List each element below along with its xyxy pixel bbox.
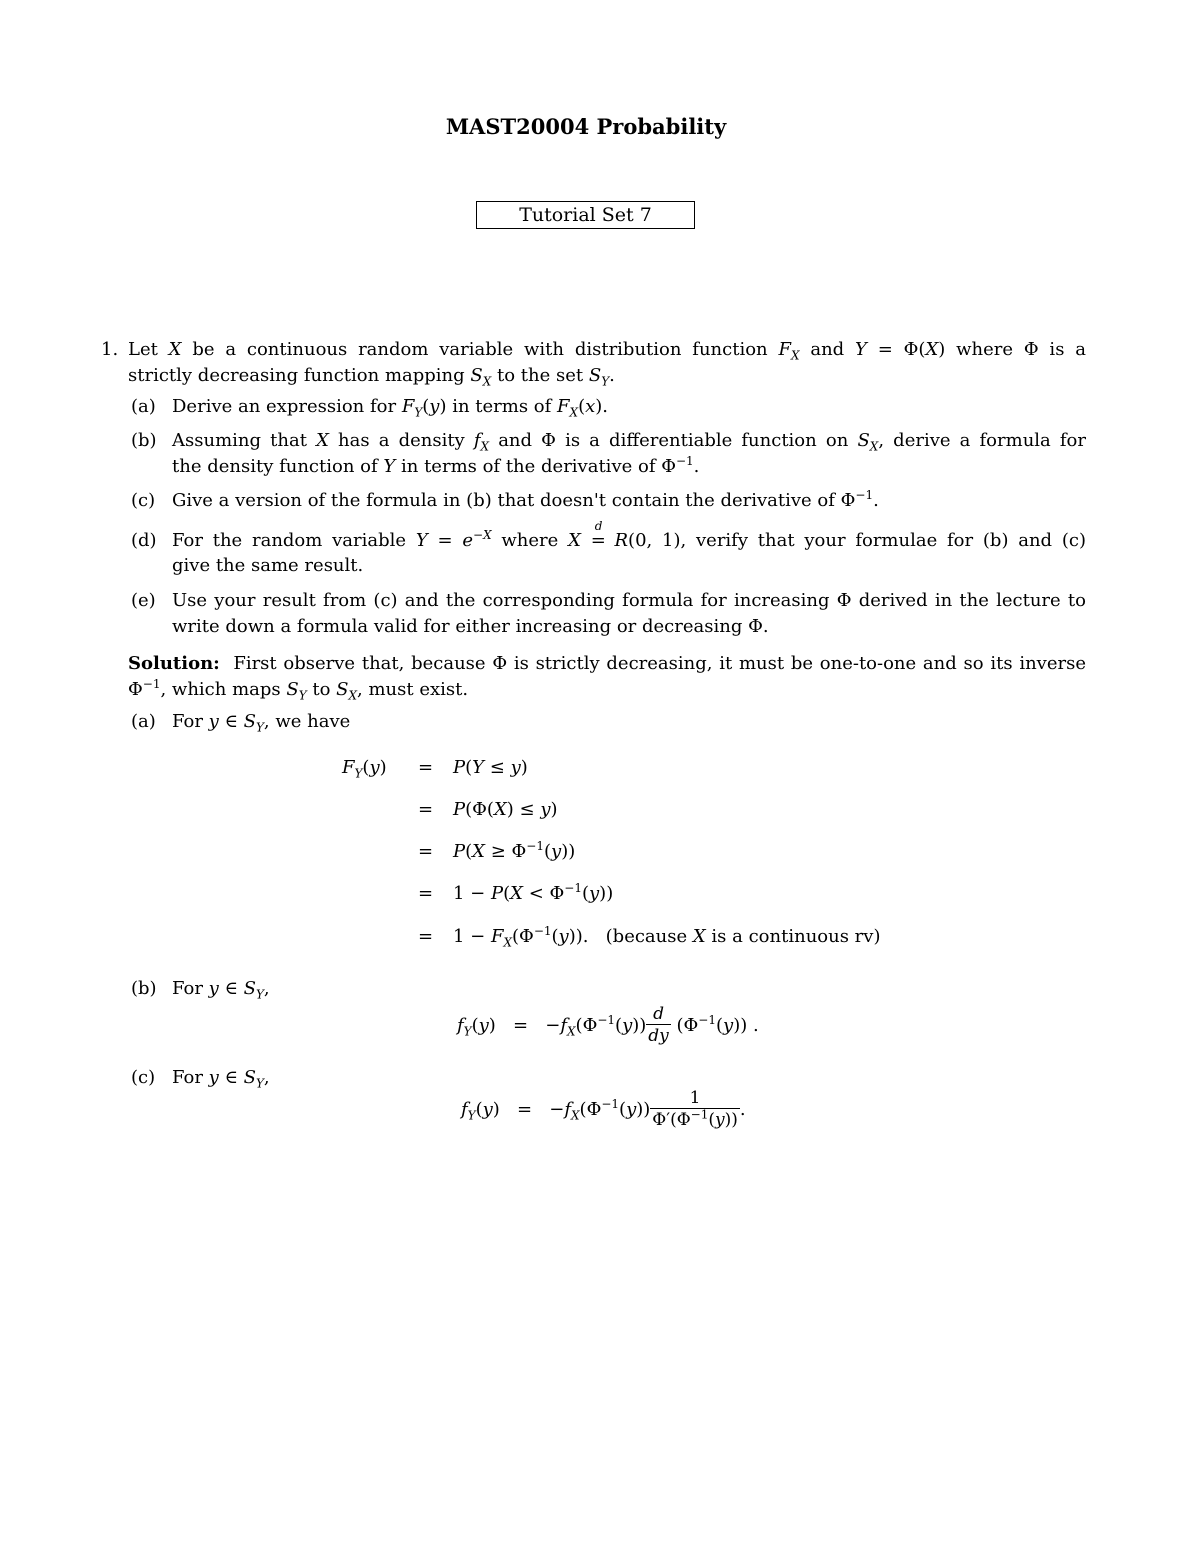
part-d-line-2: give the same result. (172, 555, 364, 576)
part-a-text: Derive an expression for $F_Y(y)$ in terms of $F_X(x)$. (172, 396, 608, 420)
question-line-2: strictly decreasing function mapping $S_X$ to the set $S_Y$. (128, 365, 615, 389)
part-c-equation: $f_Y(y) = -f_X(\Phi^{-1}(y))$ $\frac{1}{\Phi'(\Phi^{-1}(y))}$ . (461, 1088, 746, 1130)
tutorial-label: Tutorial Set 7 (476, 201, 695, 229)
part-d-label: (d) (131, 530, 157, 551)
sol-part-c-label: (c) (131, 1067, 156, 1088)
part-a-label: (a) (131, 396, 156, 417)
sol-part-b-intro: For y ∈ $S_Y$, (172, 978, 270, 1002)
part-b-equation: $f_Y(y) = -f_X(\Phi^{-1}(y))$ $\frac{d}{dy}$ $(\Phi^{-1}(y))$ . (457, 1004, 759, 1046)
part-d-line-1: For the random variable $Y = e^{-X}$ where X d = R(0, 1), verify that your formulae for (b) and (c) (172, 519, 1086, 551)
question-line-1: Let X be a continuous random variable with distribution function $F_X$ and Y = Φ(X) where Φ is a (128, 339, 1086, 363)
eq-sign: = (418, 799, 434, 820)
eq-rhs-1: P(Y ≤ y) (453, 757, 528, 778)
solution-line-1: Solution: First observe that, because Φ is strictly decreasing, it must be one-to-one and so its inverse (128, 653, 1086, 674)
part-b-line-1: Assuming that X has a density $f_X$ and Φ is a differentiable function on $S_X$, derive a formula for (172, 430, 1087, 454)
course-title: MAST20004 Probability (445, 114, 727, 139)
derivative-fraction: $\frac{d}{dy}$ (648, 1004, 669, 1046)
part-e-line-1: Use your result from (c) and the corresponding formula for increasing Φ derived in the lecture to (172, 590, 1086, 611)
eq-rhs-5: $1 - F_X(\Phi^{-1}(y))$. (because X is a continuous rv) (453, 924, 881, 950)
sol-part-a-intro: For y ∈ $S_Y$, we have (172, 711, 351, 735)
sol-part-a-label: (a) (131, 711, 156, 732)
solution-line-2: $\Phi^{-1}$, which maps $S_Y$ to $S_X$, must exist. (128, 677, 469, 703)
eq-sign: = (418, 841, 434, 862)
eq-sign: = (418, 926, 434, 947)
eq-sign: = (418, 757, 434, 778)
eq-rhs-3: $P(X \ge \Phi^{-1}(y))$ (453, 839, 576, 862)
sol-part-c-intro: For y ∈ $S_Y$, (172, 1067, 270, 1091)
part-b-line-2: the density function of Y in terms of the derivative of $\Phi^{-1}$. (172, 454, 700, 477)
eq-rhs-4: $1 - P(X < \Phi^{-1}(y))$ (453, 881, 614, 904)
reciprocal-fraction: $\frac{1}{\Phi'(\Phi^{-1}(y))}$ (652, 1088, 738, 1130)
part-c-label: (c) (131, 490, 156, 511)
eq-sign: = (418, 883, 434, 904)
question-number: 1. (101, 339, 119, 360)
eq-lhs: $F_Y(y)$ (342, 757, 387, 781)
part-e-label: (e) (131, 590, 156, 611)
sol-part-b-label: (b) (131, 978, 157, 999)
part-c-text: Give a version of the formula in (b) that doesn't contain the derivative of $\Phi^{-1}$. (172, 488, 879, 511)
part-e-line-2: write down a formula valid for either increasing or decreasing Φ. (172, 616, 769, 637)
solution-heading: Solution: (128, 653, 220, 674)
part-b-label: (b) (131, 430, 157, 451)
eq-rhs-2: P(Φ(X) ≤ y) (453, 799, 558, 820)
